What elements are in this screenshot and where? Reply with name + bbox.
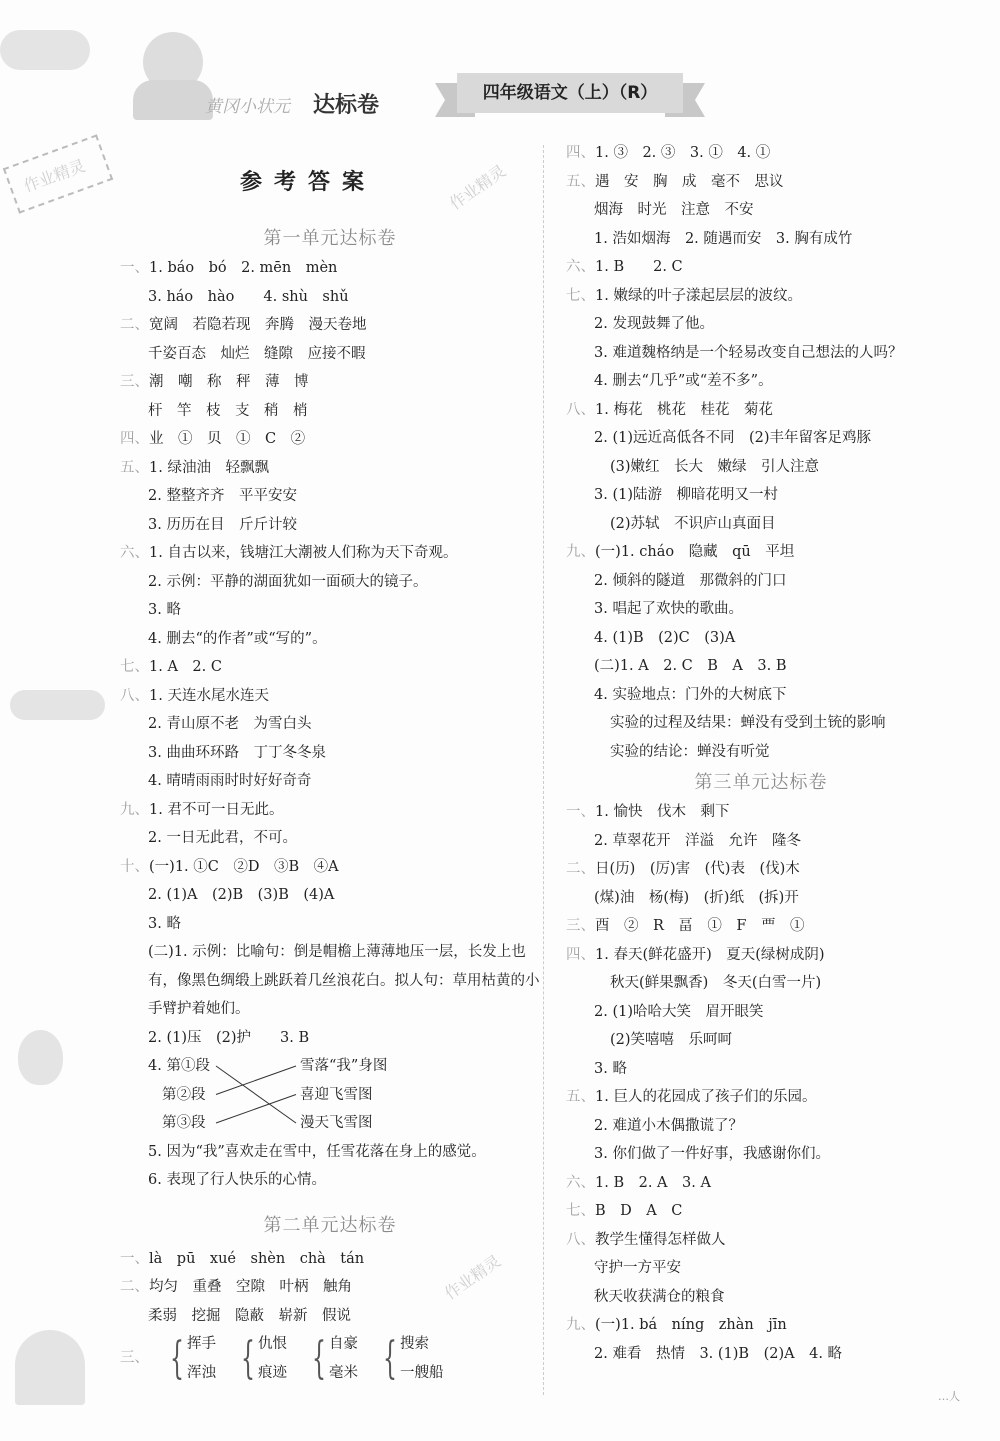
answer-line [566, 1026, 896, 1055]
answer-line [120, 283, 540, 312]
answer-text: 守护一方平安 [594, 1260, 681, 1276]
answer-text: (一)1. cháo 隐藏 qū 平坦 [595, 544, 795, 560]
answer-text: 宽阔 若隐若现 奔腾 漫天卷地 [149, 317, 367, 333]
answer-text: 教学生懂得怎样做人 [595, 1231, 726, 1248]
answer-text: 千姿百态 灿烂 缝隙 应接不暇 [148, 345, 366, 362]
answer-line [120, 853, 540, 882]
answer-text: 杆 竿 枝 支 稍 梢 [148, 402, 308, 419]
question-number: 五、 [120, 459, 149, 476]
brace-word: 挥手 [187, 1336, 216, 1352]
brand-name: 黄冈小状元 [205, 97, 290, 117]
answer-text: 2. (1)哈哈大笑 眉开眼笑 [594, 1003, 764, 1020]
answer-line [566, 1254, 896, 1283]
answer-line [566, 738, 896, 767]
answer-line [566, 1340, 896, 1369]
answer-line [566, 624, 896, 653]
answer-text: 3. háo hào 4. shù shǔ [148, 288, 349, 305]
question-number: 七、 [120, 659, 149, 675]
subject-ribbon [435, 73, 705, 119]
tree-decoration [15, 1330, 85, 1405]
answer-line [120, 653, 540, 682]
answer-text: 4. 删去“几乎”或“差不多”。 [594, 373, 773, 389]
answer-text: 1. 愉快 伐木 剩下 [595, 804, 730, 820]
unit1-heading: 第一单元达标卷 [263, 228, 397, 249]
answer-text: 2. 一日无此君，不可。 [148, 830, 297, 846]
question-number: 一、 [120, 1250, 149, 1267]
series-name: 达标卷 [313, 93, 380, 118]
question-number: 一、 [566, 804, 595, 820]
answer-line [566, 1226, 896, 1255]
brace-group [234, 1330, 287, 1387]
brace-group [163, 1330, 216, 1387]
answer-line [566, 595, 896, 624]
unit2-answers-continued [566, 139, 903, 766]
answer-text: 2. 发现鼓舞了他。 [594, 316, 714, 332]
answer-line [566, 196, 896, 225]
question-number: 二、 [120, 1279, 149, 1295]
answer-text: 3. 曲曲环环路 丁丁冬冬泉 [148, 744, 326, 761]
answer-line [566, 253, 896, 282]
question-number: 二、 [120, 317, 149, 333]
subject-label: 四年级语文（上）（R） [457, 73, 683, 113]
question-number: 九、 [566, 1317, 595, 1333]
answer-line [566, 1197, 896, 1226]
answer-line [120, 397, 540, 426]
answer-text: 3. 历历在目 斤斤计较 [148, 516, 297, 533]
matching-line [216, 1066, 296, 1123]
question-number: 三、 [120, 374, 149, 390]
brace-symbol: { [383, 1333, 397, 1384]
answer-line [120, 1245, 540, 1274]
answer-line [120, 368, 540, 397]
airplane-decoration [10, 690, 105, 720]
answer-line [566, 1055, 896, 1084]
answer-text: 4. (1)B (2)C (3)A [594, 629, 736, 646]
answer-text: 3. 难道魏格纳是一个轻易改变自己想法的人吗？ [594, 344, 903, 361]
answer-text: 1. 浩如烟海 2. 随遇而安 3. 胸有成竹 [594, 230, 853, 247]
answer-line: 6. 表现了行人快乐的心情。 [148, 1172, 326, 1188]
answer-line [566, 941, 896, 970]
question-number: 六、 [566, 259, 595, 275]
answer-line: 2. (1)压 (2)护 3. B [148, 1029, 310, 1046]
answer-text: 3. 略 [148, 915, 181, 932]
answer-line [566, 652, 896, 681]
question-number: 九、 [120, 801, 149, 818]
answer-text: 3. 唱起了欢快的歌曲。 [594, 601, 743, 617]
answer-text: 3. 你们做了一件好事，我感谢你们。 [594, 1146, 830, 1162]
answer-text: 2. (1)A (2)B (3)B (4)A [148, 887, 335, 903]
answer-line [120, 539, 540, 568]
answer-line [566, 884, 896, 913]
answer-text: 3. 略 [594, 1060, 627, 1077]
question-number: 二、 [566, 861, 595, 877]
answer-text: 1. ③ 2. ③ 3. ① 4. ① [595, 145, 771, 161]
answer-text: 1. 君不可一日无此。 [149, 801, 284, 818]
answer-line [120, 910, 540, 939]
answer-line [120, 739, 540, 768]
balloon-decoration [18, 1030, 63, 1085]
answer-line [566, 855, 896, 884]
answer-text: 1. 巨人的花园成了孩子们的乐园。 [595, 1089, 817, 1105]
answer-text: 2. 倾斜的隧道 那微斜的门口 [594, 572, 787, 589]
answer-line [120, 796, 540, 825]
unit1-answers [120, 254, 540, 938]
answer-line [120, 596, 540, 625]
answer-line [120, 425, 540, 454]
answer-text: 2. 青山原不老 为雪白头 [148, 716, 312, 732]
answer-line [120, 881, 540, 910]
page-title: 参考答案 [240, 169, 377, 195]
question-number: 四、 [566, 946, 595, 963]
brace-word: 浑浊 [187, 1364, 216, 1381]
answer-text: 实验的过程及结果：蝉没有受到土铳的影响 [610, 715, 886, 731]
watermark-stamp [3, 134, 113, 213]
answer-line [566, 1112, 896, 1141]
answer-text: 均匀 重叠 空隙 叶柄 触角 [149, 1279, 352, 1295]
brace-word: 自豪 [329, 1336, 358, 1352]
match-right-item: 喜迎飞雪图 [300, 1086, 373, 1103]
footer-mark: …人 [938, 1390, 960, 1403]
brace-group-list [163, 1330, 444, 1387]
left-column [120, 224, 540, 1387]
answer-line [566, 1169, 896, 1198]
brace-group [305, 1330, 358, 1387]
answer-line [566, 168, 896, 197]
answer-line [566, 1283, 896, 1312]
answer-line [566, 827, 896, 856]
brace-groups [120, 1330, 540, 1387]
question-number: 八、 [566, 1231, 595, 1248]
question-number: 四、 [120, 431, 149, 447]
answer-text: 3. (1)陆游 柳暗花明又一村 [594, 487, 778, 503]
question-number: 七、 [566, 287, 595, 304]
cloud-decoration [0, 30, 90, 70]
answer-line [120, 482, 540, 511]
question-number: 六、 [120, 545, 149, 561]
answer-text: 2. 草翠花开 洋溢 允许 隆冬 [594, 832, 801, 849]
answer-line [120, 454, 540, 483]
answer-line [566, 798, 896, 827]
answer-line [120, 1273, 540, 1302]
answer-text: 秋天(鲜果飘香) 冬天(白雪一片) [610, 975, 822, 991]
answer-text: 秋天收获满仓的粮食 [594, 1288, 725, 1305]
question-number: 三、 [566, 918, 595, 934]
answer-line [566, 453, 896, 482]
mascot-body [133, 80, 213, 120]
brace-word: 痕迹 [258, 1364, 287, 1381]
unit3-heading: 第三单元达标卷 [694, 772, 828, 793]
answer-line [120, 625, 540, 654]
answer-line [566, 998, 896, 1027]
unit1-paragraph-answer: (二)1. 示例：比喻句：倒是帽檐上薄薄地压一层，长发上也有，像黑色绸缎上跳跃着几丝浪花白。拟人句：草用枯黄的小手臂护着她们。 [148, 944, 540, 1017]
answer-text: 2. 难看 热情 3. (1)B (2)A 4. 略 [594, 1345, 843, 1362]
brace-symbol: { [241, 1333, 255, 1384]
watermark: 作业精灵 [445, 161, 510, 214]
answer-line [566, 1083, 896, 1112]
answer-text: 1. 嫩绿的叶子漾起层层的波纹。 [595, 287, 802, 304]
question-number: 九、 [566, 544, 595, 560]
answer-line [566, 1311, 896, 1340]
answer-line: 5. 因为“我”喜欢走在雪中，任雪花落在身上的感觉。 [148, 1143, 486, 1160]
answer-text: là pū xué shèn chà tán [149, 1250, 365, 1267]
brace-word: 仇恨 [258, 1336, 287, 1352]
answer-text: 1. A 2. C [149, 659, 222, 675]
question-number: 六、 [566, 1174, 595, 1191]
answer-text: 2. 难道小木偶撒谎了？ [594, 1117, 743, 1134]
column-divider [543, 145, 544, 1395]
question-number: 一、 [120, 260, 149, 276]
answer-text: 1. 天连水尾水连天 [149, 687, 269, 704]
question-number: 八、 [566, 401, 595, 418]
answer-line [566, 912, 896, 941]
answer-line [566, 225, 896, 254]
answer-text: 2. 示例：平静的湖面犹如一面硕大的镜子。 [148, 573, 428, 590]
answer-text: 业 ① 贝 ① C ② [149, 431, 306, 447]
watermark: 作业精灵 [21, 155, 88, 196]
answer-text: 柔弱 挖掘 隐蔽 崭新 假说 [148, 1307, 351, 1324]
matching-line [216, 1066, 296, 1095]
answer-text: 遇 安 胸 成 毫不 思议 [595, 173, 784, 190]
answer-text: (煤)油 杨(梅) (折)纸 (拆)开 [594, 889, 799, 906]
brace-symbol: { [312, 1333, 326, 1384]
answer-line [566, 1140, 896, 1169]
answer-line [566, 567, 896, 596]
answer-text: B D A C [595, 1203, 683, 1219]
answer-line [120, 682, 540, 711]
answer-line [566, 709, 896, 738]
answer-line [566, 538, 896, 567]
question-number: 七、 [566, 1203, 595, 1219]
unit3-answers [566, 798, 896, 1368]
answer-text: (二)1. A 2. C B A 3. B [594, 658, 787, 674]
answer-line [566, 969, 896, 998]
answer-line [120, 511, 540, 540]
answer-line [120, 710, 540, 739]
match-left-item: 第③段 [162, 1115, 206, 1131]
answer-text: 2. 整整齐齐 平平安安 [148, 488, 297, 504]
answer-text: 1. báo bó 2. mēn mèn [149, 260, 338, 276]
answer-line [566, 510, 896, 539]
answer-text: 1. 梅花 桃花 桂花 菊花 [595, 401, 773, 418]
match-left-item: 第②段 [162, 1086, 206, 1103]
brace-word: 搜索 [400, 1336, 429, 1352]
answer-text: (一)1. ①C ②D ③B ④A [149, 858, 339, 875]
watermark: 作业精灵 [440, 1251, 505, 1304]
match-right-item: 漫天飞雪图 [300, 1115, 373, 1131]
brace-symbol: { [170, 1333, 184, 1384]
answer-text: 烟海 时光 注意 不安 [594, 202, 754, 218]
answer-text: 4. 实验地点：门外的大树底下 [594, 686, 787, 703]
answer-text: 3. 略 [148, 602, 181, 618]
answer-line [120, 767, 540, 796]
unit2-answers [120, 1245, 540, 1331]
answer-text: 潮 嘲 称 秤 薄 博 [149, 374, 309, 390]
question-number: 十、 [120, 858, 149, 875]
answer-line [120, 824, 540, 853]
answer-text: 1. B 2. A 3. A [595, 1174, 711, 1191]
matching-line [216, 1095, 296, 1124]
brand-logo [125, 20, 395, 125]
brace-word: 毫米 [329, 1364, 358, 1381]
match-right-item: 雪落“我”身图 [300, 1058, 388, 1074]
answer-line [566, 367, 896, 396]
question-number: 三、 [120, 1350, 149, 1366]
answer-line [566, 339, 903, 368]
answer-text: 4. 晴晴雨雨时时好好奇奇 [148, 773, 312, 789]
answer-text: (2)苏轼 不识庐山真面目 [610, 515, 776, 532]
answer-text: 日(历) (厉)害 (代)表 (伐)木 [595, 861, 800, 877]
answer-text: 实验的结论：蝉没有听觉 [610, 743, 770, 760]
question-number: 五、 [566, 173, 595, 190]
answer-line [120, 568, 540, 597]
answer-line [566, 139, 896, 168]
answer-text: 1. 绿油油 轻飘飘 [149, 459, 269, 476]
answer-text: 1. 自古以来，钱塘江大潮被人们称为天下奇观。 [149, 545, 458, 561]
answer-text: 4. 删去“的作者”或“写的”。 [148, 630, 327, 647]
brace-group [376, 1330, 444, 1387]
answer-line [566, 681, 896, 710]
question-number: 四、 [566, 145, 595, 161]
answer-text: 2. (1)远近高低各不同 (2)丰年留客足鸡豚 [594, 430, 872, 446]
answer-text: (2)笑嘻嘻 乐呵呵 [610, 1032, 733, 1048]
answer-text: (3)嫩红 长大 嫩绿 引人注意 [610, 458, 820, 475]
unit2-heading: 第二单元达标卷 [263, 1214, 397, 1236]
question-number: 八、 [120, 687, 149, 704]
answer-line [120, 1302, 540, 1331]
answer-line [120, 340, 540, 369]
answer-line [566, 282, 896, 311]
answer-line [566, 424, 896, 453]
answer-line [566, 481, 896, 510]
question-number: 五、 [566, 1089, 595, 1105]
answer-line [566, 396, 896, 425]
answer-text: (一)1. bá níng zhàn jīn [595, 1317, 787, 1333]
answer-line [120, 254, 540, 283]
answer-text: 酉 ② R 畐 ① F 覀 ① [595, 918, 805, 934]
answer-text: 1. B 2. C [595, 259, 683, 275]
brace-word: 一艘船 [400, 1364, 444, 1381]
matching-exercise [120, 1052, 540, 1138]
answer-line [120, 311, 540, 340]
right-column [566, 139, 903, 1368]
answer-text: 1. 春天(鲜花盛开) 夏天(绿树成阴) [595, 946, 825, 963]
match-left-item: 4. 第①段 [148, 1058, 210, 1074]
answer-line [566, 310, 896, 339]
